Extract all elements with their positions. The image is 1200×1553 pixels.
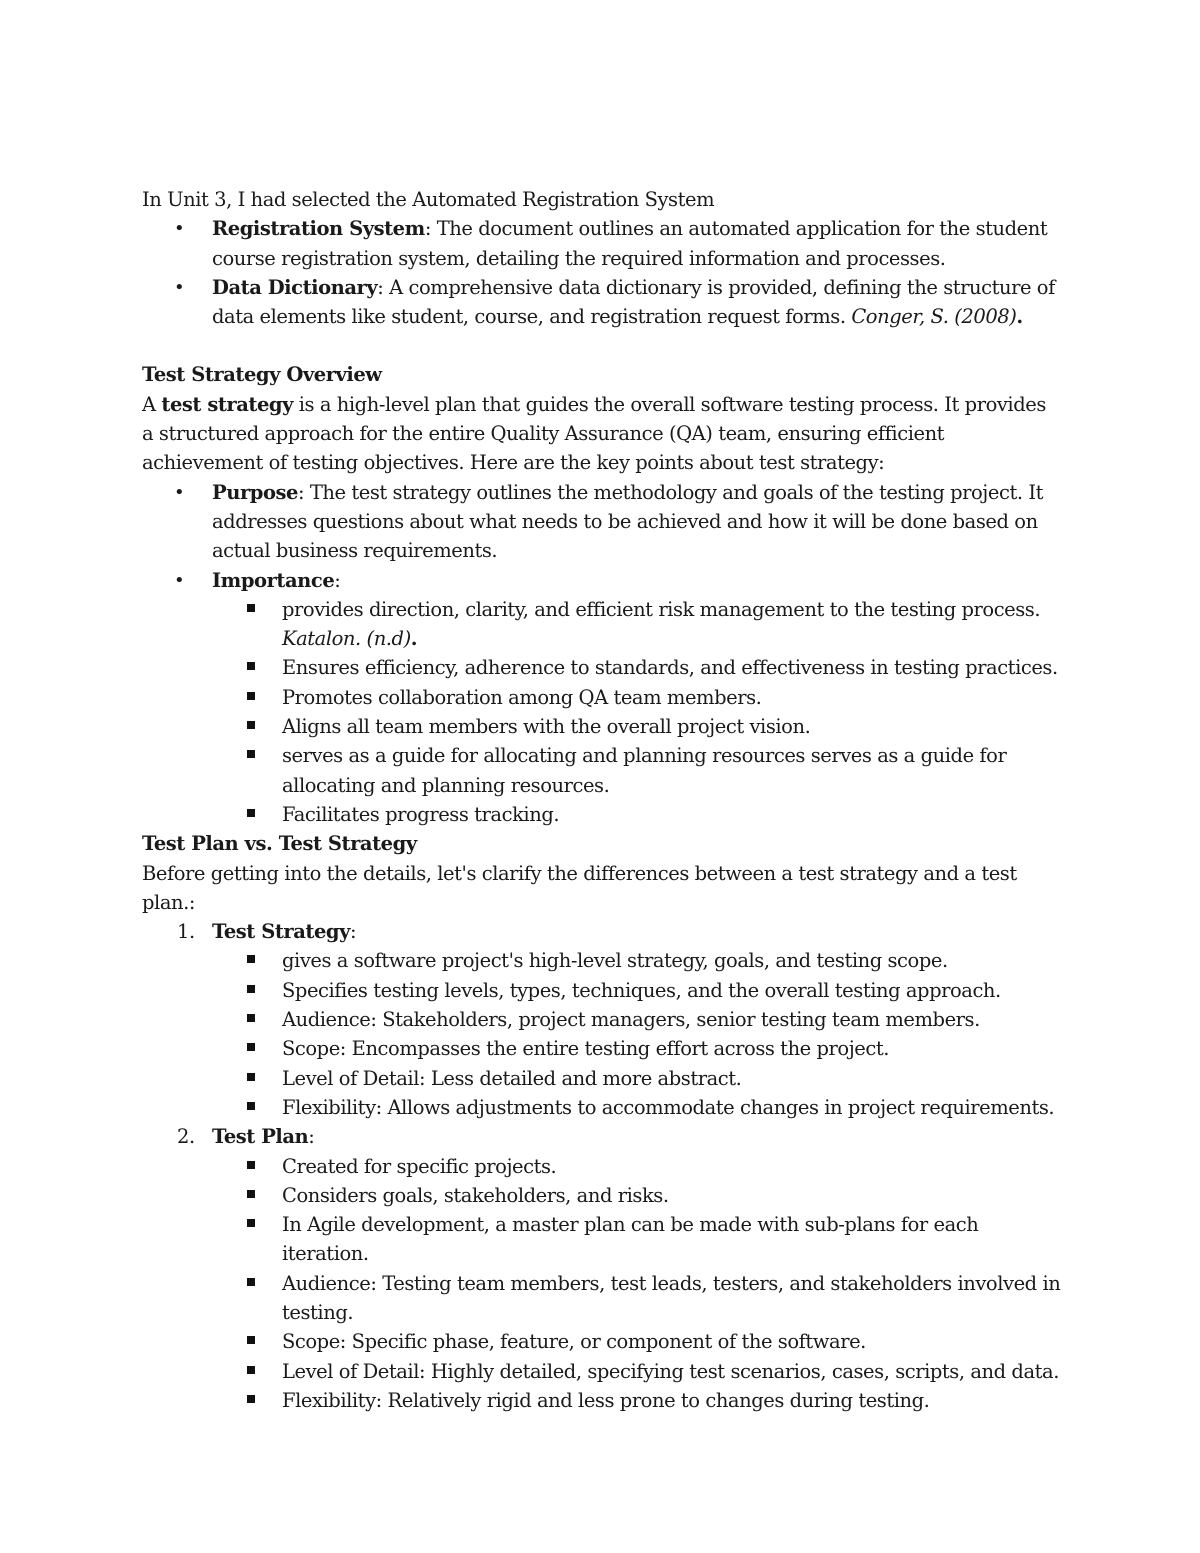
list-item — [142, 273, 1062, 332]
sub-list-item — [142, 1034, 1062, 1063]
square-bullet-icon — [247, 750, 255, 758]
list-item-text: : A comprehensive data dictionary is provided, defining the structure of data elements like student, course, and registration request forms. — [212, 275, 1055, 329]
square-bullet-icon — [247, 692, 255, 700]
heading-text: Test Plan vs. Test Strategy — [142, 832, 417, 856]
square-bullet-icon — [247, 604, 255, 612]
square-bullet-icon — [247, 985, 255, 993]
sub-list-item — [142, 1210, 1062, 1269]
strategy-paragraph — [142, 390, 1062, 478]
square-bullet-icon — [247, 662, 255, 670]
sub-list-item — [142, 800, 1062, 829]
sub-item-text: serves as a guide for allocating and planning resources serves as a guide for allocating and planning resources. — [282, 744, 1007, 797]
list-item — [142, 566, 1062, 595]
sub-list-item — [142, 1152, 1062, 1181]
sub-item-text: Level of Detail: Less detailed and more abstract. — [282, 1066, 742, 1090]
sub-list-item — [142, 946, 1062, 975]
term-test-strategy: Test Strategy — [212, 920, 350, 944]
compare-intro: Before getting into the details, let's clarify the differences between a test strategy and a test plan.: — [142, 861, 1017, 914]
term-suffix: : — [349, 920, 357, 944]
sub-list-item — [142, 653, 1062, 682]
sub-list-item — [142, 1093, 1062, 1122]
sub-item-text: provides direction, clarity, and efficient risk management to the testing process. — [282, 597, 1041, 621]
sub-item-text: Facilitates progress tracking. — [282, 802, 560, 826]
sub-list-item — [142, 683, 1062, 712]
numbered-item — [142, 1122, 1062, 1151]
sub-list-item — [142, 1005, 1062, 1034]
sub-list-item — [142, 1327, 1062, 1356]
sub-item-text: gives a software project's high-level strategy, goals, and testing scope. — [282, 949, 948, 973]
list-item-text: : The document outlines an automated application for the student course registration system, detailing the required information and processes. — [212, 217, 1048, 270]
term-suffix: : — [308, 1125, 315, 1149]
term-data-dictionary: Data Dictionary — [212, 275, 378, 299]
list-number: 2. — [177, 1125, 195, 1149]
term-test-plan: Test Plan — [212, 1125, 309, 1149]
square-bullet-icon — [247, 1190, 255, 1198]
citation: Katalon. (n.d) — [282, 627, 411, 651]
square-bullet-icon — [247, 809, 255, 817]
intro-bullet-list — [142, 214, 1062, 331]
square-bullet-icon — [247, 1366, 255, 1374]
term-test-strategy: test strategy — [161, 392, 294, 416]
numbered-list — [142, 1122, 1062, 1151]
citation-period: . — [410, 627, 418, 651]
citation: Conger, S. (2008) — [851, 305, 1017, 329]
intro-line: In Unit 3, I had selected the Automated Registration System — [142, 188, 715, 211]
section-heading — [142, 829, 1062, 858]
numbered-list — [142, 917, 1062, 946]
list-number: 1. — [177, 920, 195, 944]
paragraph-text: A — [142, 392, 162, 416]
square-bullet-icon — [247, 955, 255, 963]
sub-item-text: Ensures efficiency, adherence to standards, and effectiveness in testing practices. — [282, 656, 1058, 680]
importance-sublist — [142, 595, 1062, 829]
sub-list-item — [142, 1357, 1062, 1386]
sub-list-item — [142, 712, 1062, 741]
sub-item-text: Flexibility: Relatively rigid and less prone to changes during testing. — [282, 1388, 930, 1412]
square-bullet-icon — [247, 1278, 255, 1286]
bullet-icon: • — [174, 569, 185, 591]
sub-item-text: In Agile development, a master plan can be made with sub-plans for each iteration. — [282, 1213, 979, 1266]
citation-period: . — [1016, 305, 1023, 329]
sub-item-text: Audience: Stakeholders, project managers, senior testing team members. — [282, 1008, 980, 1032]
sub-list-item — [142, 976, 1062, 1005]
sub-item-text: Audience: Testing team members, test leads, testers, and stakeholders involved in testing. — [282, 1271, 1061, 1324]
test-plan-sublist — [142, 1152, 1062, 1416]
square-bullet-icon — [247, 1336, 255, 1344]
sub-item-text: Scope: Encompasses the entire testing effort across the project. — [282, 1037, 889, 1061]
paragraph-text: is a high-level plan that guides the overall software testing process. It provides a structured approach for the entire Quality Assurance (QA) team, ensuring efficient achievement of testing objectives. Here are the key points about test strategy: — [142, 392, 1046, 475]
square-bullet-icon — [247, 1043, 255, 1051]
test-strategy-sublist — [142, 946, 1062, 1122]
list-item-text: : The test strategy outlines the methodology and goals of the testing project. It addresses questions about what needs to be achieved and how it will be done based on actual business requirements. — [212, 480, 1043, 563]
bullet-icon: • — [174, 481, 185, 503]
bullet-icon: • — [174, 276, 185, 298]
strategy-bullet-list — [142, 478, 1062, 595]
term-registration-system: Registration System — [212, 217, 425, 241]
document-page — [142, 185, 1062, 1415]
sub-item-text: Flexibility: Allows adjustments to accommodate changes in project requirements. — [282, 1095, 1055, 1119]
sub-item-text: Promotes collaboration among QA team members. — [282, 685, 762, 709]
sub-item-text: Aligns all team members with the overall project vision. — [282, 715, 811, 739]
square-bullet-icon — [247, 1102, 255, 1110]
section-heading — [142, 360, 1062, 389]
square-bullet-icon — [247, 1219, 255, 1227]
sub-item-text: Scope: Specific phase, feature, or component of the software. — [282, 1330, 866, 1354]
sub-list-item — [142, 1064, 1062, 1093]
sub-list-item — [142, 1269, 1062, 1328]
square-bullet-icon — [247, 1073, 255, 1081]
sub-list-item — [142, 1386, 1062, 1415]
sub-list-item — [142, 741, 1062, 800]
sub-item-text: Level of Detail: Highly detailed, specifying test scenarios, cases, scripts, and data. — [282, 1359, 1059, 1383]
square-bullet-icon — [247, 721, 255, 729]
term-importance: Importance — [212, 568, 335, 592]
square-bullet-icon — [247, 1014, 255, 1022]
heading-text: Test Strategy Overview — [142, 363, 382, 387]
square-bullet-icon — [247, 1161, 255, 1169]
sub-list-item — [142, 1181, 1062, 1210]
sub-item-text: Specifies testing levels, types, techniques, and the overall testing approach. — [282, 978, 1001, 1002]
term-purpose: Purpose — [212, 480, 298, 504]
square-bullet-icon — [247, 1395, 255, 1403]
list-item — [142, 478, 1062, 566]
numbered-item — [142, 917, 1062, 946]
sub-item-text: Considers goals, stakeholders, and risks. — [282, 1183, 669, 1207]
bullet-icon: • — [174, 218, 185, 240]
sub-list-item — [142, 595, 1062, 654]
list-item-text: : — [334, 568, 341, 592]
spacer — [142, 331, 1062, 360]
list-item — [142, 214, 1062, 273]
sub-item-text: Created for specific projects. — [282, 1154, 557, 1178]
